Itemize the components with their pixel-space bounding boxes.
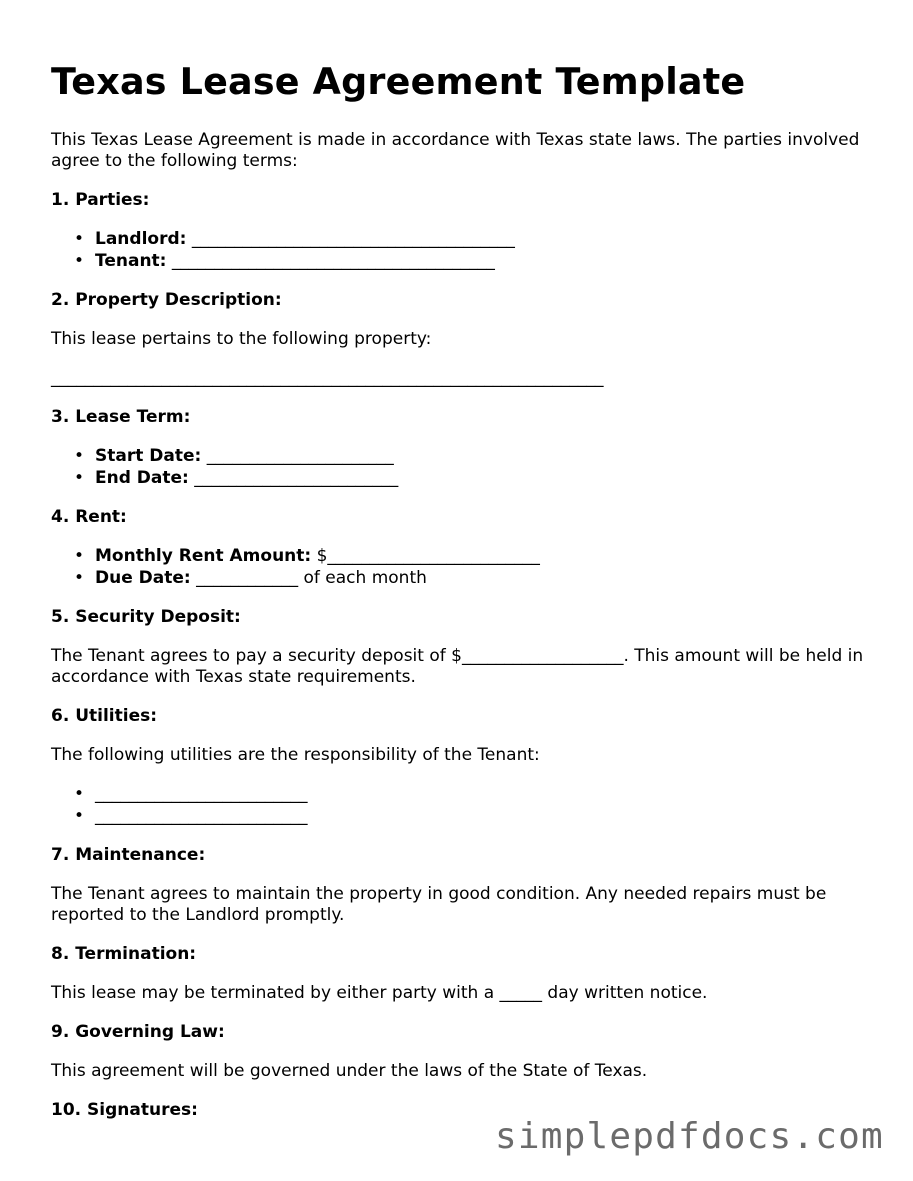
termination-text: This lease may be terminated by either party with a _____ day written notice. [51,983,708,1003]
intro-paragraph: This Texas Lease Agreement is made in accordance with Texas state laws. The parties involved agree to the following terms: [51,130,860,171]
list-item [51,446,871,468]
list-item [51,806,871,828]
end-date-blank[interactable]: ________________________ [194,467,399,488]
section-maintenance-heading: 7. Maintenance: [51,845,206,865]
section-signatures-heading: 10. Signatures: [51,1100,198,1120]
property-blank[interactable]: _________________________________________________________________ [51,368,604,388]
landlord-blank[interactable]: ______________________________________ [191,229,515,249]
maintenance-text: The Tenant agrees to maintain the property in good condition. Any needed repairs must be reported to the Landlord promptly. [51,884,827,925]
list-item [51,546,871,568]
section-termination-heading: 8. Termination: [51,944,197,964]
list-item [51,568,871,590]
watermark: simplepdfdocs.com [495,1116,884,1157]
section-rent-heading: 4. Rent: [51,507,127,527]
list-item [51,251,871,273]
section-parties-heading: 1. Parties: [51,190,150,210]
document-title: Texas Lease Agreement Template [51,60,746,103]
tenant-blank[interactable]: ______________________________________ [171,250,495,271]
list-item [51,468,871,490]
list-item [51,229,871,251]
property-text: This lease pertains to the following property: [51,329,432,349]
utility-blank[interactable]: _________________________ [95,784,308,804]
start-date-blank[interactable]: ______________________ [206,446,394,466]
section-deposit-heading: 5. Security Deposit: [51,607,241,627]
end-date-label: End Date: [95,467,189,488]
rent-amount-blank[interactable]: $_________________________ [316,546,540,566]
utilities-list [51,784,871,827]
parties-list [51,229,871,272]
utilities-text: The following utilities are the responsibility of the Tenant: [51,745,540,765]
deposit-text: The Tenant agrees to pay a security deposit of $___________________. This amount will be held in accordance with Texas state requirements. [51,646,864,687]
list-item [51,784,871,806]
term-list [51,446,871,489]
due-date-blank[interactable]: ____________ of each month [196,567,427,588]
law-text: This agreement will be governed under the laws of the State of Texas. [51,1061,648,1081]
section-law-heading: 9. Governing Law: [51,1022,225,1042]
section-term-heading: 3. Lease Term: [51,407,191,427]
landlord-label: Landlord: [95,229,187,249]
start-date-label: Start Date: [95,446,202,466]
rent-amount-label: Monthly Rent Amount: [95,546,312,566]
document-page [51,60,871,1121]
due-date-label: Due Date: [95,567,191,588]
rent-list [51,546,871,589]
tenant-label: Tenant: [95,250,167,271]
utility-blank[interactable]: _________________________ [95,805,308,826]
section-property-heading: 2. Property Description: [51,290,282,310]
section-utilities-heading: 6. Utilities: [51,706,158,726]
